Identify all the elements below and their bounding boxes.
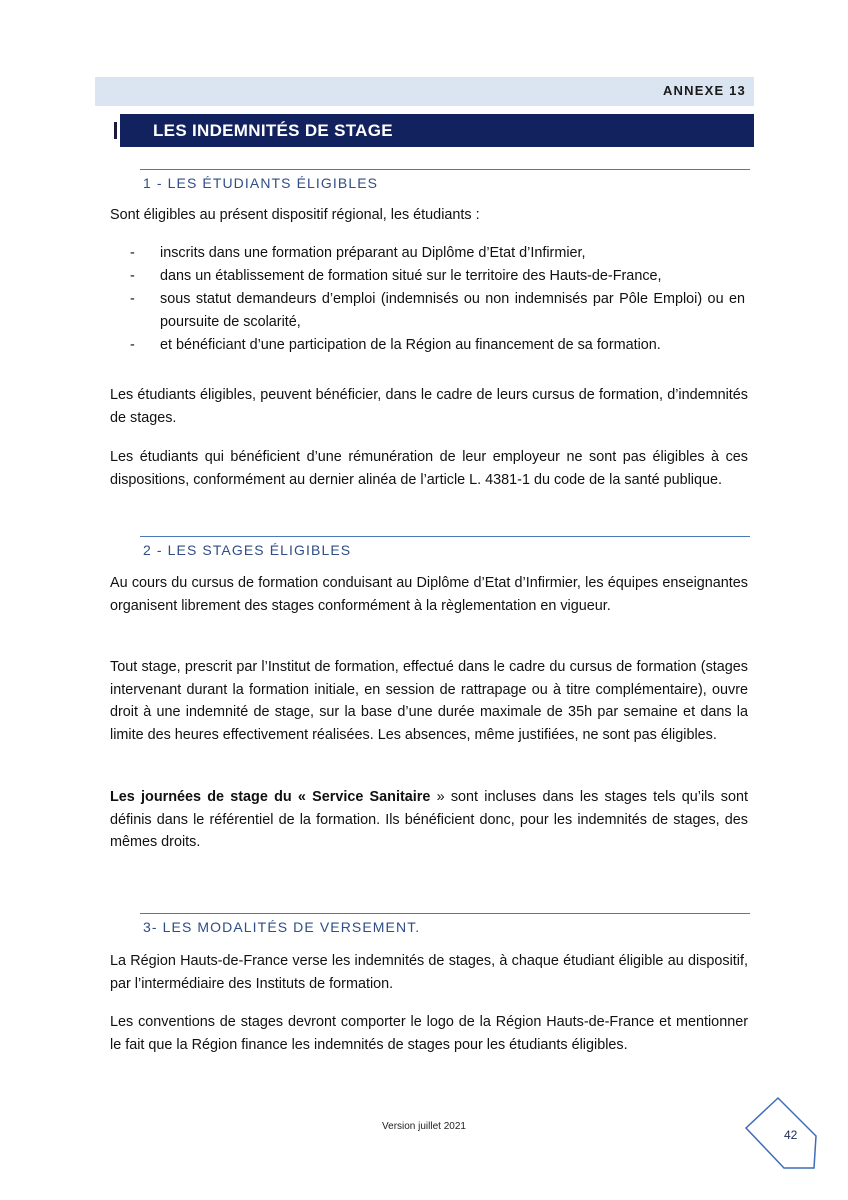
- section1-paragraph: Les étudiants qui bénéficient d’une rémunération de leur employeur ne sont pas éligibles à ces dispositions, conformément au dernier alinéa de l’article L. 4381-1 du code de la santé publique.: [110, 449, 748, 488]
- section3-rule: [140, 913, 750, 914]
- annex-label: ANNEXE 13: [662, 83, 746, 98]
- section1-heading: 1 - LES ÉTUDIANTS ÉLIGIBLES: [143, 175, 379, 191]
- annex-header-bar: [95, 77, 754, 106]
- bullet-dash: -: [130, 245, 135, 261]
- page-title: LES INDEMNITÉS DE STAGE: [153, 121, 393, 140]
- section-marker-text: I: [113, 120, 118, 139]
- bullet-dash: -: [130, 291, 135, 307]
- list-item-text: et bénéficiant d’une participation de la Région au financement de sa formation.: [160, 337, 661, 353]
- section2-paragraph: Tout stage, prescrit par l’Institut de formation, effectué dans le cadre du cursus de formation (stages intervenant durant la formation initiale, en session de rattrapage ou à titre complémentaire), ouvre droit à une indemnité de stage, sur la base d’une durée maximale de 35h par semaine et dans la limite des heures effectivement réalisées. Les absences, même justifiées, ne sont pas éligibles.: [110, 659, 748, 743]
- service-sanitaire-bold: Les journées de stage du « Service Sanitaire: [110, 789, 431, 805]
- section3-paragraph: Les conventions de stages devront comporter le logo de la Région Hauts-de-France et mentionner le fait que la Région finance les indemnités de stages pour les étudiants éligibles.: [110, 1014, 748, 1053]
- list-item-text: dans un établissement de formation situé sur le territoire des Hauts-de-France,: [160, 268, 662, 284]
- section1-intro: Sont éligibles au présent dispositif régional, les étudiants :: [110, 207, 480, 223]
- footer-version: Version juillet 2021: [382, 1121, 466, 1132]
- section2-paragraph: Au cours du cursus de formation conduisant au Diplôme d’Etat d’Infirmier, les équipes enseignantes organisent librement des stages conformément à la règlementation en vigueur.: [110, 575, 748, 614]
- section2-paragraph-rest: » sont incluses dans les stages tels qu’ils sont définis dans le référentiel de la formation. Ils bénéficient donc, pour les indemnités de stages, des mêmes droits.: [110, 789, 748, 850]
- section3-paragraph: La Région Hauts-de-France verse les indemnités de stages, à chaque étudiant éligible au dispositif, par l’intermédiaire des Instituts de formation.: [110, 953, 748, 992]
- section2-heading: 2 - LES STAGES ÉLIGIBLES: [143, 542, 352, 558]
- list-item-text: sous statut demandeurs d’emploi (indemnisés ou non indemnisés par Pôle Emploi) ou en poursuite de scolarité,: [160, 291, 745, 330]
- section1-rule: [140, 169, 750, 170]
- section2-paragraph: [110, 786, 748, 854]
- bullet-dash: -: [130, 268, 135, 284]
- section2-rule: [140, 536, 750, 537]
- list-item-text: inscrits dans une formation préparant au Diplôme d’Etat d’Infirmier,: [160, 245, 586, 261]
- page-number-badge-icon: [742, 1096, 818, 1170]
- page-number: 42: [784, 1128, 798, 1142]
- section1-paragraph: Les étudiants éligibles, peuvent bénéficier, dans le cadre de leurs cursus de formation, d’indemnités de stages.: [110, 387, 748, 426]
- section3-heading: 3- LES MODALITÉS DE VERSEMENT.: [143, 919, 421, 935]
- title-bar: [120, 114, 754, 147]
- bullet-dash: -: [130, 337, 135, 353]
